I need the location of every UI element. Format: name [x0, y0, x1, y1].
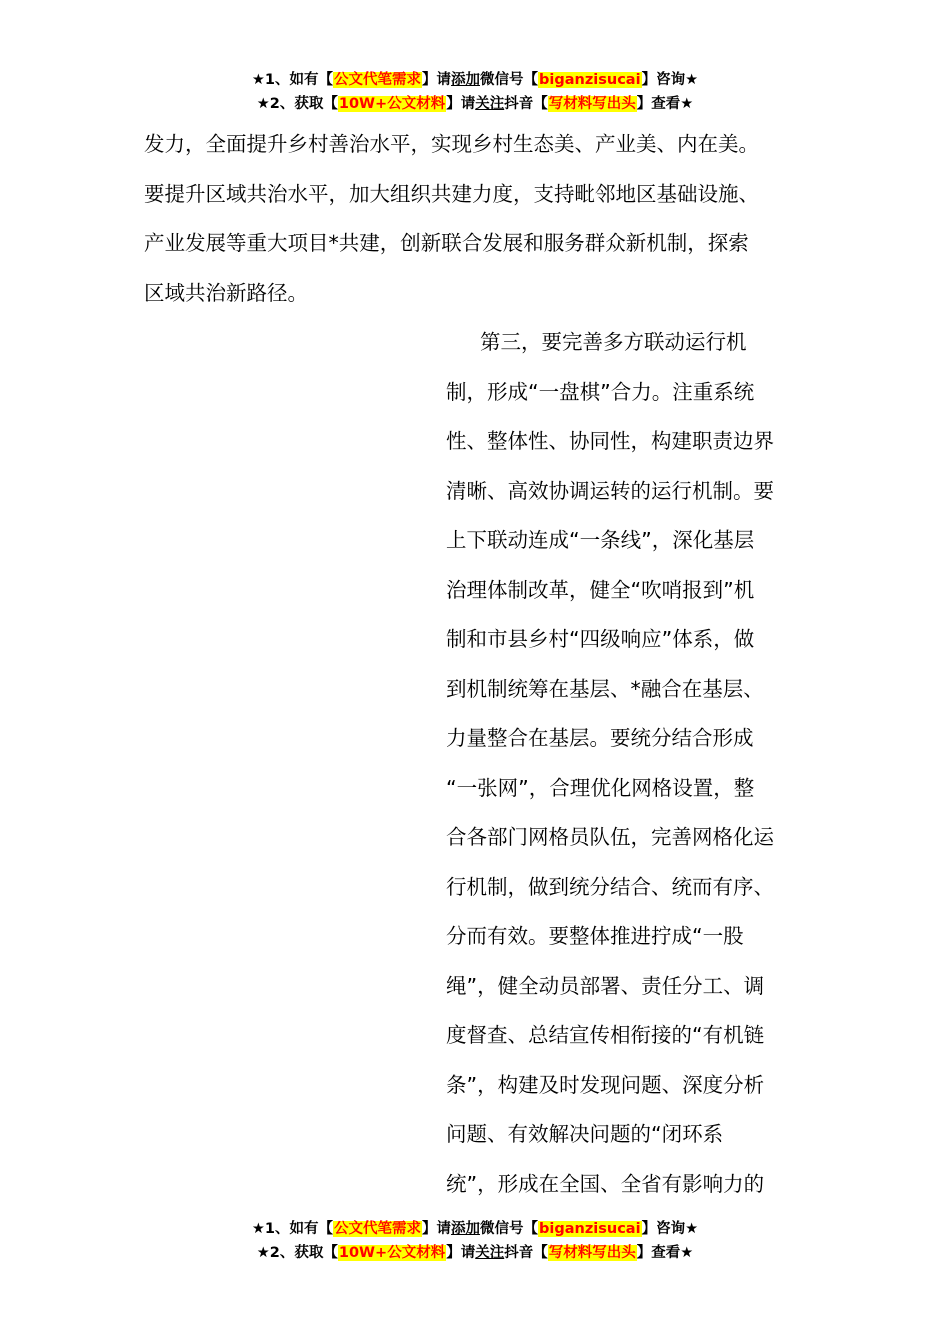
text-line: 合各部门网格员队伍，完善网格化运	[446, 825, 774, 849]
text-line: 第三，要完善多方联动运行机	[480, 330, 747, 354]
banner-text: 】请	[422, 72, 452, 88]
text-line: 统”，形成在全国、全省有影响力的	[446, 1171, 765, 1196]
banner-highlight: 写材料写出头	[548, 1245, 636, 1261]
banner-highlight: 10W+公文材料	[338, 96, 446, 112]
text-line: 到机制统筹在基层、*融合在基层、	[446, 676, 764, 701]
banner-highlight: 公文代笔需求	[334, 1221, 422, 1237]
banner-text: 抖音【	[504, 96, 548, 112]
text-line: 分而有效。要整体推进拧成“一股	[446, 924, 744, 948]
text-line: 清晰、高效协调运转的运行机制。要	[446, 478, 774, 503]
banner-text: 微信号【	[480, 72, 539, 88]
banner-text: 】请	[446, 1245, 476, 1261]
banner-line-2	[0, 92, 950, 116]
header-banner	[0, 68, 950, 116]
banner-underline: 关注	[475, 1245, 505, 1261]
footer-banner	[0, 1217, 950, 1265]
banner-text: ★1、如有【	[251, 72, 334, 88]
text-line: 性、整体性、协同性，构建职责边界	[446, 429, 774, 453]
banner-text: 】查看★	[636, 1245, 694, 1261]
banner-underline: 添加	[451, 1221, 481, 1237]
banner-line-1	[0, 1217, 950, 1241]
banner-line-1	[0, 68, 950, 92]
banner-text: 】查看★	[636, 96, 694, 112]
banner-text: 】请	[422, 1221, 452, 1237]
banner-highlight: biganzisucai	[539, 1221, 641, 1237]
banner-highlight: 写材料写出头	[548, 96, 636, 112]
text-line: 产业发展等重大项目*共建，创新联合发展和服务群众新机制，探索	[144, 231, 749, 255]
text-line: “一张网”，合理优化网格设置，整	[446, 775, 755, 800]
text-line: 力量整合在基层。要统分结合形成	[446, 726, 754, 750]
banner-text: 】咨询★	[641, 1221, 699, 1237]
banner-highlight: 公文代笔需求	[334, 72, 422, 88]
banner-text: 微信号【	[480, 1221, 539, 1237]
text-line: 度督查、总结宣传相衔接的“有机链	[446, 1023, 765, 1047]
banner-line-2	[0, 1241, 950, 1265]
text-line: 上下联动连成“一条线”，深化基层	[446, 528, 755, 552]
text-line: 要提升区域共治水平，加大组织共建力度，支持毗邻地区基础设施、	[144, 181, 759, 206]
text-line: 绳”，健全动员部署、责任分工、调	[446, 973, 765, 998]
text-line: 发力，全面提升乡村善治水平，实现乡村生态美、产业美、内在美。	[144, 132, 759, 156]
paragraph-right-column	[446, 318, 774, 1209]
banner-highlight: 10W+公文材料	[338, 1245, 446, 1261]
text-line: 问题、有效解决问题的“闭环系	[446, 1122, 724, 1146]
banner-text: ★2、获取【	[256, 1245, 338, 1261]
text-line: 治理体制改革，健全“吹哨报到”机	[446, 577, 755, 602]
paragraph-top	[144, 120, 759, 318]
banner-underline: 关注	[475, 96, 505, 112]
banner-underline: 添加	[451, 72, 481, 88]
banner-text: 】请	[446, 96, 476, 112]
text-line: 条”，构建及时发现问题、深度分析	[446, 1072, 765, 1097]
text-line: 行机制，做到统分结合、统而有序、	[446, 874, 774, 899]
text-line: 区域共治新路径。	[144, 280, 308, 305]
banner-text: 】咨询★	[641, 72, 699, 88]
text-line: 制和市县乡村“四级响应”体系，做	[446, 627, 755, 651]
banner-highlight: biganzisucai	[539, 72, 641, 88]
banner-text: ★1、如有【	[251, 1221, 334, 1237]
text-line: 制，形成“一盘棋”合力。注重系统	[446, 379, 755, 404]
banner-text: 抖音【	[504, 1245, 548, 1261]
banner-text: ★2、获取【	[256, 96, 338, 112]
